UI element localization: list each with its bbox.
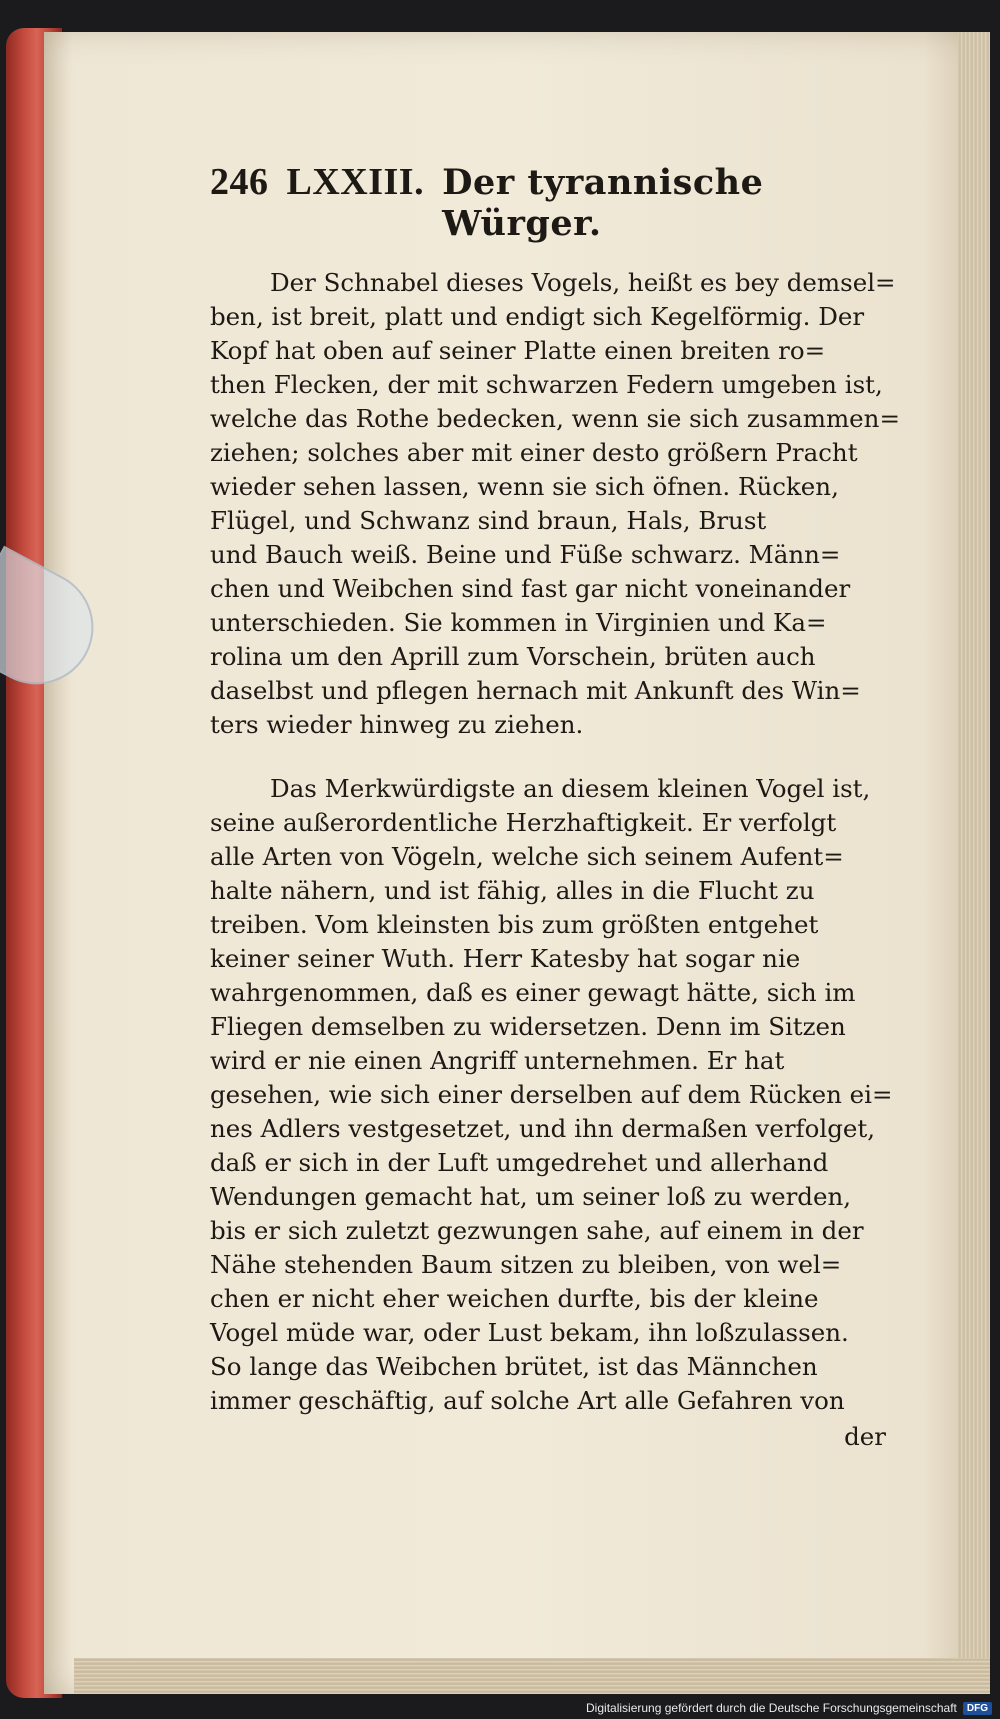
text-line: Wendungen gemacht hat, um seiner loß zu werden,	[210, 1182, 852, 1211]
text-line: und Bauch weiß. Beine und Füße schwarz. Männ=	[210, 540, 841, 569]
text-line: unterschieden. Sie kommen in Virginien und Ka=	[210, 608, 827, 637]
text-line: gesehen, wie sich einer derselben auf dem Rücken ei=	[210, 1080, 893, 1109]
text-line: wird er nie einen Angriff unternehmen. Er hat	[210, 1046, 785, 1075]
text-line: treiben. Vom kleinsten bis zum größten entgehet	[210, 910, 819, 939]
text-line: immer geschäftig, auf solche Art alle Gefahren von	[210, 1386, 845, 1415]
text-line: Vogel müde war, oder Lust bekam, ihn loßzulassen.	[210, 1318, 849, 1347]
text-line: wieder sehen lassen, wenn sie sich öfnen. Rücken,	[210, 472, 839, 501]
text-line: daß er sich in der Luft umgedrehet und allerhand	[210, 1148, 829, 1177]
text-line: welche das Rothe bedecken, wenn sie sich zusammen=	[210, 404, 900, 433]
footer-text: Digitalisierung gefördert durch die Deutsche Forschungsgemeinschaft	[586, 1701, 957, 1715]
paragraph-2	[210, 772, 893, 1418]
text-line: ters wieder hinweg zu ziehen.	[210, 710, 584, 739]
text-line: bis er sich zuletzt gezwungen sahe, auf einem in der	[210, 1216, 864, 1245]
footer-credit	[586, 1701, 992, 1715]
text-line: halte nähern, und ist fähig, alles in die Flucht zu	[210, 876, 815, 905]
text-line: nes Adlers vestgesetzet, und ihn dermaßen verfolget,	[210, 1114, 876, 1143]
chapter-title: Der tyrannische Würger.	[442, 162, 764, 244]
text-line: So lange das Weibchen brütet, ist das Männchen	[210, 1352, 818, 1381]
text-line: keiner seiner Wuth. Herr Katesby hat sogar nie	[210, 944, 801, 973]
text-line: alle Arten von Vögeln, welche sich seinem Aufent=	[210, 842, 844, 871]
text-line: ben, ist breit, platt und endigt sich Kegelförmig. Der	[210, 302, 865, 331]
dfg-logo: DFG	[963, 1702, 992, 1715]
book-scan	[0, 28, 1000, 1698]
text-line: chen er nicht eher weichen durfte, bis der kleine	[210, 1284, 819, 1313]
text-line: rolina um den Aprill zum Vorschein, brüten auch	[210, 642, 816, 671]
text-line: Nähe stehenden Baum sitzen zu bleiben, von wel=	[210, 1250, 842, 1279]
page-number: 246	[210, 161, 269, 203]
page-header	[210, 160, 886, 244]
text-line: Kopf hat oben auf seiner Platte einen breiten ro=	[210, 336, 826, 365]
paragraph-1	[210, 266, 900, 742]
text-line: Das Merkwürdigste an diesem kleinen Vogel ist,	[270, 774, 871, 803]
text-line: Flügel, und Schwanz sind braun, Hals, Brust	[210, 506, 767, 535]
text-line: wahrgenommen, daß es einer gewagt hätte, sich im	[210, 978, 856, 1007]
page-text	[210, 160, 900, 1454]
chapter-number: LXXIII.	[286, 161, 425, 203]
text-line: then Flecken, der mit schwarzen Federn umgeben ist,	[210, 370, 883, 399]
text-line: daselbst und pflegen hernach mit Ankunft des Win=	[210, 676, 861, 705]
text-line: Der Schnabel dieses Vogels, heißt es bey demsel=	[270, 268, 896, 297]
text-line: seine außerordentliche Herzhaftigkeit. Er verfolgt	[210, 808, 837, 837]
text-line: ziehen; solches aber mit einer desto größern Pracht	[210, 438, 858, 467]
text-line: Fliegen demselben zu widersetzen. Denn im Sitzen	[210, 1012, 846, 1041]
catchword: der	[844, 1422, 886, 1451]
text-line: chen und Weibchen sind fast gar nicht voneinander	[210, 574, 851, 603]
page-edge-bottom	[74, 1658, 990, 1694]
page-edge-right	[958, 32, 990, 1694]
